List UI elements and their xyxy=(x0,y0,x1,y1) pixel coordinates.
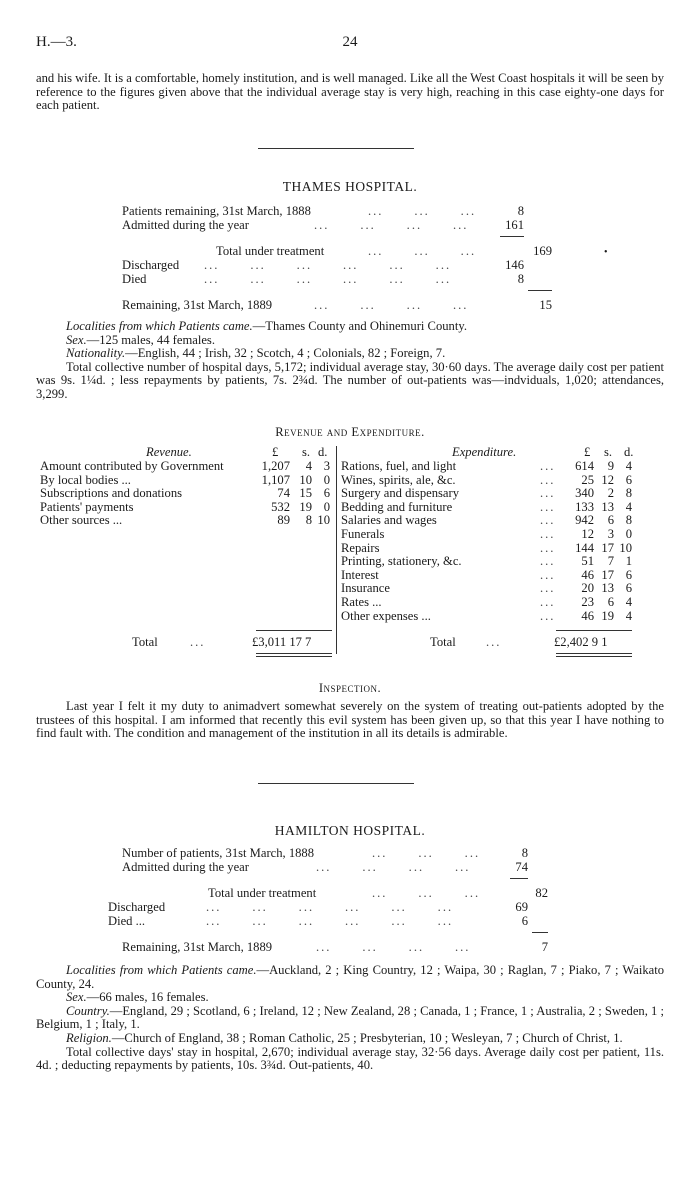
localities-line: Localities from which Patients came.—Auckland, 2 ; King Country, 12 ; Waipa, 30 ; Raglan, 7 ; Piako, 7 ; Waikato County, 24. xyxy=(36,963,664,991)
revenue-shillings: 19 xyxy=(299,499,312,514)
thames-section xyxy=(36,180,664,194)
leader-dots: ... xyxy=(540,554,556,569)
expenditure-item: Wines, spirits, ale, &c. xyxy=(341,472,456,487)
inspection-block xyxy=(36,700,664,741)
stat-row: Total under treatment xyxy=(208,886,317,900)
stat-total: 82 xyxy=(535,886,548,900)
expenditure-item: Surgery and dispensary xyxy=(341,486,459,501)
rev-total-label: Total xyxy=(132,635,158,649)
expenditure-pounds: 51 xyxy=(581,554,594,569)
summary-paragraph: Total collective number of hospital days, 5,172; individual average stay, 30·60 days. The average daily cost per patient was 9s. 1¼d. ; less repayments by patients, 7s. 2¾d. The number of out-patients was—indviduals, 1,020; attendances, 3,299. xyxy=(36,359,664,401)
rev-exp-heading-wrap xyxy=(36,426,664,440)
sex-line: Sex.—125 males, 44 females. xyxy=(66,332,215,347)
sum-rule xyxy=(510,878,528,879)
expenditure-pounds: 614 xyxy=(575,459,594,473)
revenue-shillings: 4 xyxy=(305,459,312,473)
expenditure-pounds: 340 xyxy=(575,486,594,501)
section-divider xyxy=(258,783,414,784)
leader-dots: ... xyxy=(540,608,556,623)
expenditure-pence: 4 xyxy=(625,595,632,609)
exp-total-label: Total xyxy=(430,635,456,649)
stat-row: Died ... xyxy=(108,914,146,928)
expenditure-pence: 8 xyxy=(625,513,632,528)
expenditure-item: Other expenses ... xyxy=(341,608,431,623)
expenditure-pence: 4 xyxy=(625,608,632,623)
leader-dots: ... ... ... ... ... ... xyxy=(206,900,454,914)
expenditure-pounds: 25 xyxy=(581,472,594,487)
stat-value: 161 xyxy=(505,218,524,232)
total-rule xyxy=(556,653,632,654)
expenditure-label: Expenditure. xyxy=(452,445,517,459)
leader-dots: ... xyxy=(486,635,502,649)
cur-l: £ xyxy=(272,445,279,459)
expenditure-shillings: 7 xyxy=(607,554,614,569)
leader-dots: ... xyxy=(540,472,556,487)
total-rule xyxy=(256,630,332,631)
expenditure-pence: 4 xyxy=(625,499,632,514)
expenditure-pounds: 46 xyxy=(581,567,594,582)
expenditure-item: Interest xyxy=(341,567,379,582)
expenditure-pence: 10 xyxy=(619,540,632,555)
expenditure-item: Bedding and furniture xyxy=(341,499,453,514)
religion-line: Religion.—Church of England, 38 ; Roman Catholic, 25 ; Presbyterian, 10 ; Wesleyan, 7 ; Church of Christ, 1. xyxy=(66,1030,623,1045)
leader-dots: ... xyxy=(540,581,556,596)
leader-dots: ... ... ... ... ... ... xyxy=(204,258,452,272)
sum-rule xyxy=(500,236,524,237)
total-rule xyxy=(556,656,632,657)
revenue-pounds: 89 xyxy=(277,513,290,528)
expenditure-item: Rates ... xyxy=(341,595,382,609)
total-rule xyxy=(556,630,632,631)
rev-total: £3,011 17 7 xyxy=(252,635,312,649)
stat-row: Discharged xyxy=(108,900,166,914)
thames-title: THAMES HOSPITAL. xyxy=(282,179,418,194)
cur-s: s. xyxy=(604,445,613,459)
leader-dots: ... ... ... ... xyxy=(314,218,469,232)
leader-dots: ... ... ... xyxy=(372,846,481,860)
expenditure-shillings: 13 xyxy=(601,499,614,514)
expenditure-item: Salaries and wages xyxy=(341,513,437,528)
stat-total: 7 xyxy=(541,940,548,954)
expenditure-shillings: 13 xyxy=(601,581,614,596)
expenditure-shillings: 19 xyxy=(601,608,614,623)
leader-dots: ... ... ... xyxy=(368,204,477,218)
expenditure-pence: 6 xyxy=(625,472,632,487)
cur-d: d. xyxy=(318,445,328,459)
revenue-item: Amount contributed by Government xyxy=(40,459,224,473)
expenditure-pounds: 46 xyxy=(581,608,594,623)
exp-total: £2,402 9 1 xyxy=(554,635,608,649)
hamilton-details xyxy=(36,964,664,1073)
intro-text: and his wife. It is a comfortable, homely institution, and is well managed. Like all the West Coast hospitals it will be seen by reference to the figures given above that the individual average stay is very high, reaching in this case eighty-one days for each patient. xyxy=(36,71,664,113)
report-code: H.—3. xyxy=(36,34,77,50)
revenue-pence: 10 xyxy=(317,513,330,528)
inspection-heading-wrap xyxy=(36,682,664,696)
stat-total: 169 xyxy=(533,244,552,258)
leader-dots: ... ... ... ... xyxy=(316,860,471,874)
page-header xyxy=(36,36,664,54)
stat-total: 15 xyxy=(539,298,552,312)
revenue-shillings: 15 xyxy=(299,486,312,501)
revenue-pounds: 1,107 xyxy=(261,472,290,487)
revenue-shillings: 8 xyxy=(305,513,312,528)
expenditure-shillings: 17 xyxy=(601,540,614,555)
stat-value: 8 xyxy=(517,272,524,286)
leader-dots: ... ... ... ... xyxy=(316,940,471,954)
expenditure-pounds: 942 xyxy=(575,513,594,528)
revenue-pence: 0 xyxy=(323,472,330,487)
cur-l: £ xyxy=(584,445,591,459)
stray-mark: • xyxy=(604,247,608,258)
expenditure-pounds: 23 xyxy=(581,595,594,609)
stat-value: 74 xyxy=(515,860,528,874)
leader-dots: ... xyxy=(190,635,206,649)
expenditure-pence: 0 xyxy=(625,527,632,541)
stat-value: 8 xyxy=(517,204,524,218)
column-divider xyxy=(336,446,337,654)
revenue-pounds: 532 xyxy=(271,499,290,514)
leader-dots: ... xyxy=(540,513,556,528)
rev-exp-heading: Revenue and Expenditure. xyxy=(275,425,425,439)
revenue-item: Other sources ... xyxy=(40,513,123,528)
leader-dots: ... ... ... xyxy=(368,244,477,258)
page-number: 24 xyxy=(342,34,358,50)
sum-rule xyxy=(528,290,552,291)
revenue-label: Revenue. xyxy=(146,445,192,459)
nationality-line: Nationality.—English, 44 ; Irish, 32 ; Scotch, 4 ; Colonials, 82 ; Foreign, 7. xyxy=(66,346,446,361)
expenditure-pence: 6 xyxy=(625,581,632,596)
expenditure-item: Rations, fuel, and light xyxy=(341,459,457,473)
leader-dots: ... ... ... xyxy=(372,886,481,900)
leader-dots: ... xyxy=(540,459,556,473)
stat-row: Remaining, 31st March, 1889 xyxy=(122,298,273,312)
expenditure-pounds: 12 xyxy=(581,527,594,541)
stat-row: Admitted during the year xyxy=(122,860,249,874)
revenue-pence: 3 xyxy=(323,459,330,473)
stat-row: Total under treatment xyxy=(216,244,325,258)
expenditure-pounds: 20 xyxy=(581,581,594,596)
leader-dots: ... ... ... ... ... ... xyxy=(206,914,454,928)
inspection-heading: Inspection. xyxy=(318,681,382,695)
leader-dots: ... ... ... ... xyxy=(314,298,469,312)
expenditure-pounds: 133 xyxy=(575,499,594,514)
expenditure-item: Insurance xyxy=(341,581,390,596)
expenditure-shillings: 6 xyxy=(607,595,614,609)
stat-row: Number of patients, 31st March, 1888 xyxy=(122,846,315,860)
expenditure-item: Printing, stationery, &c. xyxy=(341,554,462,569)
intro-paragraph xyxy=(36,72,664,113)
stat-value: 146 xyxy=(505,258,524,272)
expenditure-shillings: 17 xyxy=(601,567,614,582)
expenditure-item: Repairs xyxy=(341,540,380,555)
revenue-item: By local bodies ... xyxy=(40,472,131,487)
cur-d: d. xyxy=(624,445,634,459)
expenditure-pence: 4 xyxy=(625,459,632,473)
leader-dots: ... ... ... ... ... ... xyxy=(204,272,452,286)
stat-value: 8 xyxy=(521,846,528,860)
total-rule xyxy=(256,653,332,654)
leader-dots: ... xyxy=(540,540,556,555)
stat-row: Patients remaining, 31st March, 1888 xyxy=(122,204,311,218)
thames-details xyxy=(36,320,664,402)
leader-dots: ... xyxy=(540,486,556,501)
inspection-text: Last year I felt it my duty to animadvert somewhat severely on the system of treating out-patients adopted by the trustees of this hospital. I am informed that recently this evil system has been given up, so that this year I have nothing to find fault with. The condition and management of the institution in all its details is admirable. xyxy=(36,699,664,741)
leader-dots: ... xyxy=(540,527,556,541)
stat-value: 69 xyxy=(515,900,528,914)
leader-dots: ... xyxy=(540,595,556,609)
revenue-pounds: 74 xyxy=(277,486,290,501)
revenue-pounds: 1,207 xyxy=(261,459,290,473)
hamilton-title: HAMILTON HOSPITAL. xyxy=(274,823,426,838)
revenue-item: Subscriptions and donations xyxy=(40,486,183,501)
leader-dots: ... xyxy=(540,499,556,514)
expenditure-shillings: 9 xyxy=(607,459,614,473)
stat-row: Discharged xyxy=(122,258,180,272)
sum-rule xyxy=(532,932,548,933)
revenue-pence: 6 xyxy=(323,486,330,501)
expenditure-pence: 6 xyxy=(625,567,632,582)
section-divider xyxy=(258,148,414,149)
country-line: Country.—England, 29 ; Scotland, 6 ; Ireland, 12 ; New Zealand, 28 ; Canada, 1 ; France, 1 ; Australia, 2 ; Sweden, 1 ; Belgium, 1 ; Italy, 1. xyxy=(36,1003,664,1032)
expenditure-shillings: 3 xyxy=(607,527,614,541)
stat-row: Died xyxy=(122,272,147,286)
expenditure-item: Funerals xyxy=(341,527,385,541)
stat-value: 6 xyxy=(521,914,528,928)
revenue-shillings: 10 xyxy=(299,472,312,487)
revenue-pence: 0 xyxy=(323,499,330,514)
stat-row: Admitted during the year xyxy=(122,218,249,232)
revenue-item: Patients' payments xyxy=(40,499,134,514)
expenditure-shillings: 12 xyxy=(601,472,614,487)
hamilton-section xyxy=(36,824,664,838)
expenditure-shillings: 2 xyxy=(607,486,614,501)
cur-s: s. xyxy=(302,445,311,459)
stat-row: Remaining, 31st March, 1889 xyxy=(122,940,273,954)
summary-paragraph: Total collective days' stay in hospital, 2,670; individual average stay, 32·56 days. Average daily cost per patient, 11s. 4d. ; deducting repayments by patients, 10s. 3¾d. Out-patients, 40. xyxy=(36,1044,664,1073)
expenditure-pounds: 144 xyxy=(575,540,594,555)
localities-line: Localities from which Patients came.—Thames County and Ohinemuri County. xyxy=(66,319,467,333)
total-rule xyxy=(256,656,332,657)
sex-line: Sex.—66 males, 16 females. xyxy=(66,990,209,1005)
expenditure-pence: 8 xyxy=(625,486,632,501)
expenditure-pence: 1 xyxy=(625,554,632,569)
expenditure-shillings: 6 xyxy=(607,513,614,528)
leader-dots: ... xyxy=(540,567,556,582)
